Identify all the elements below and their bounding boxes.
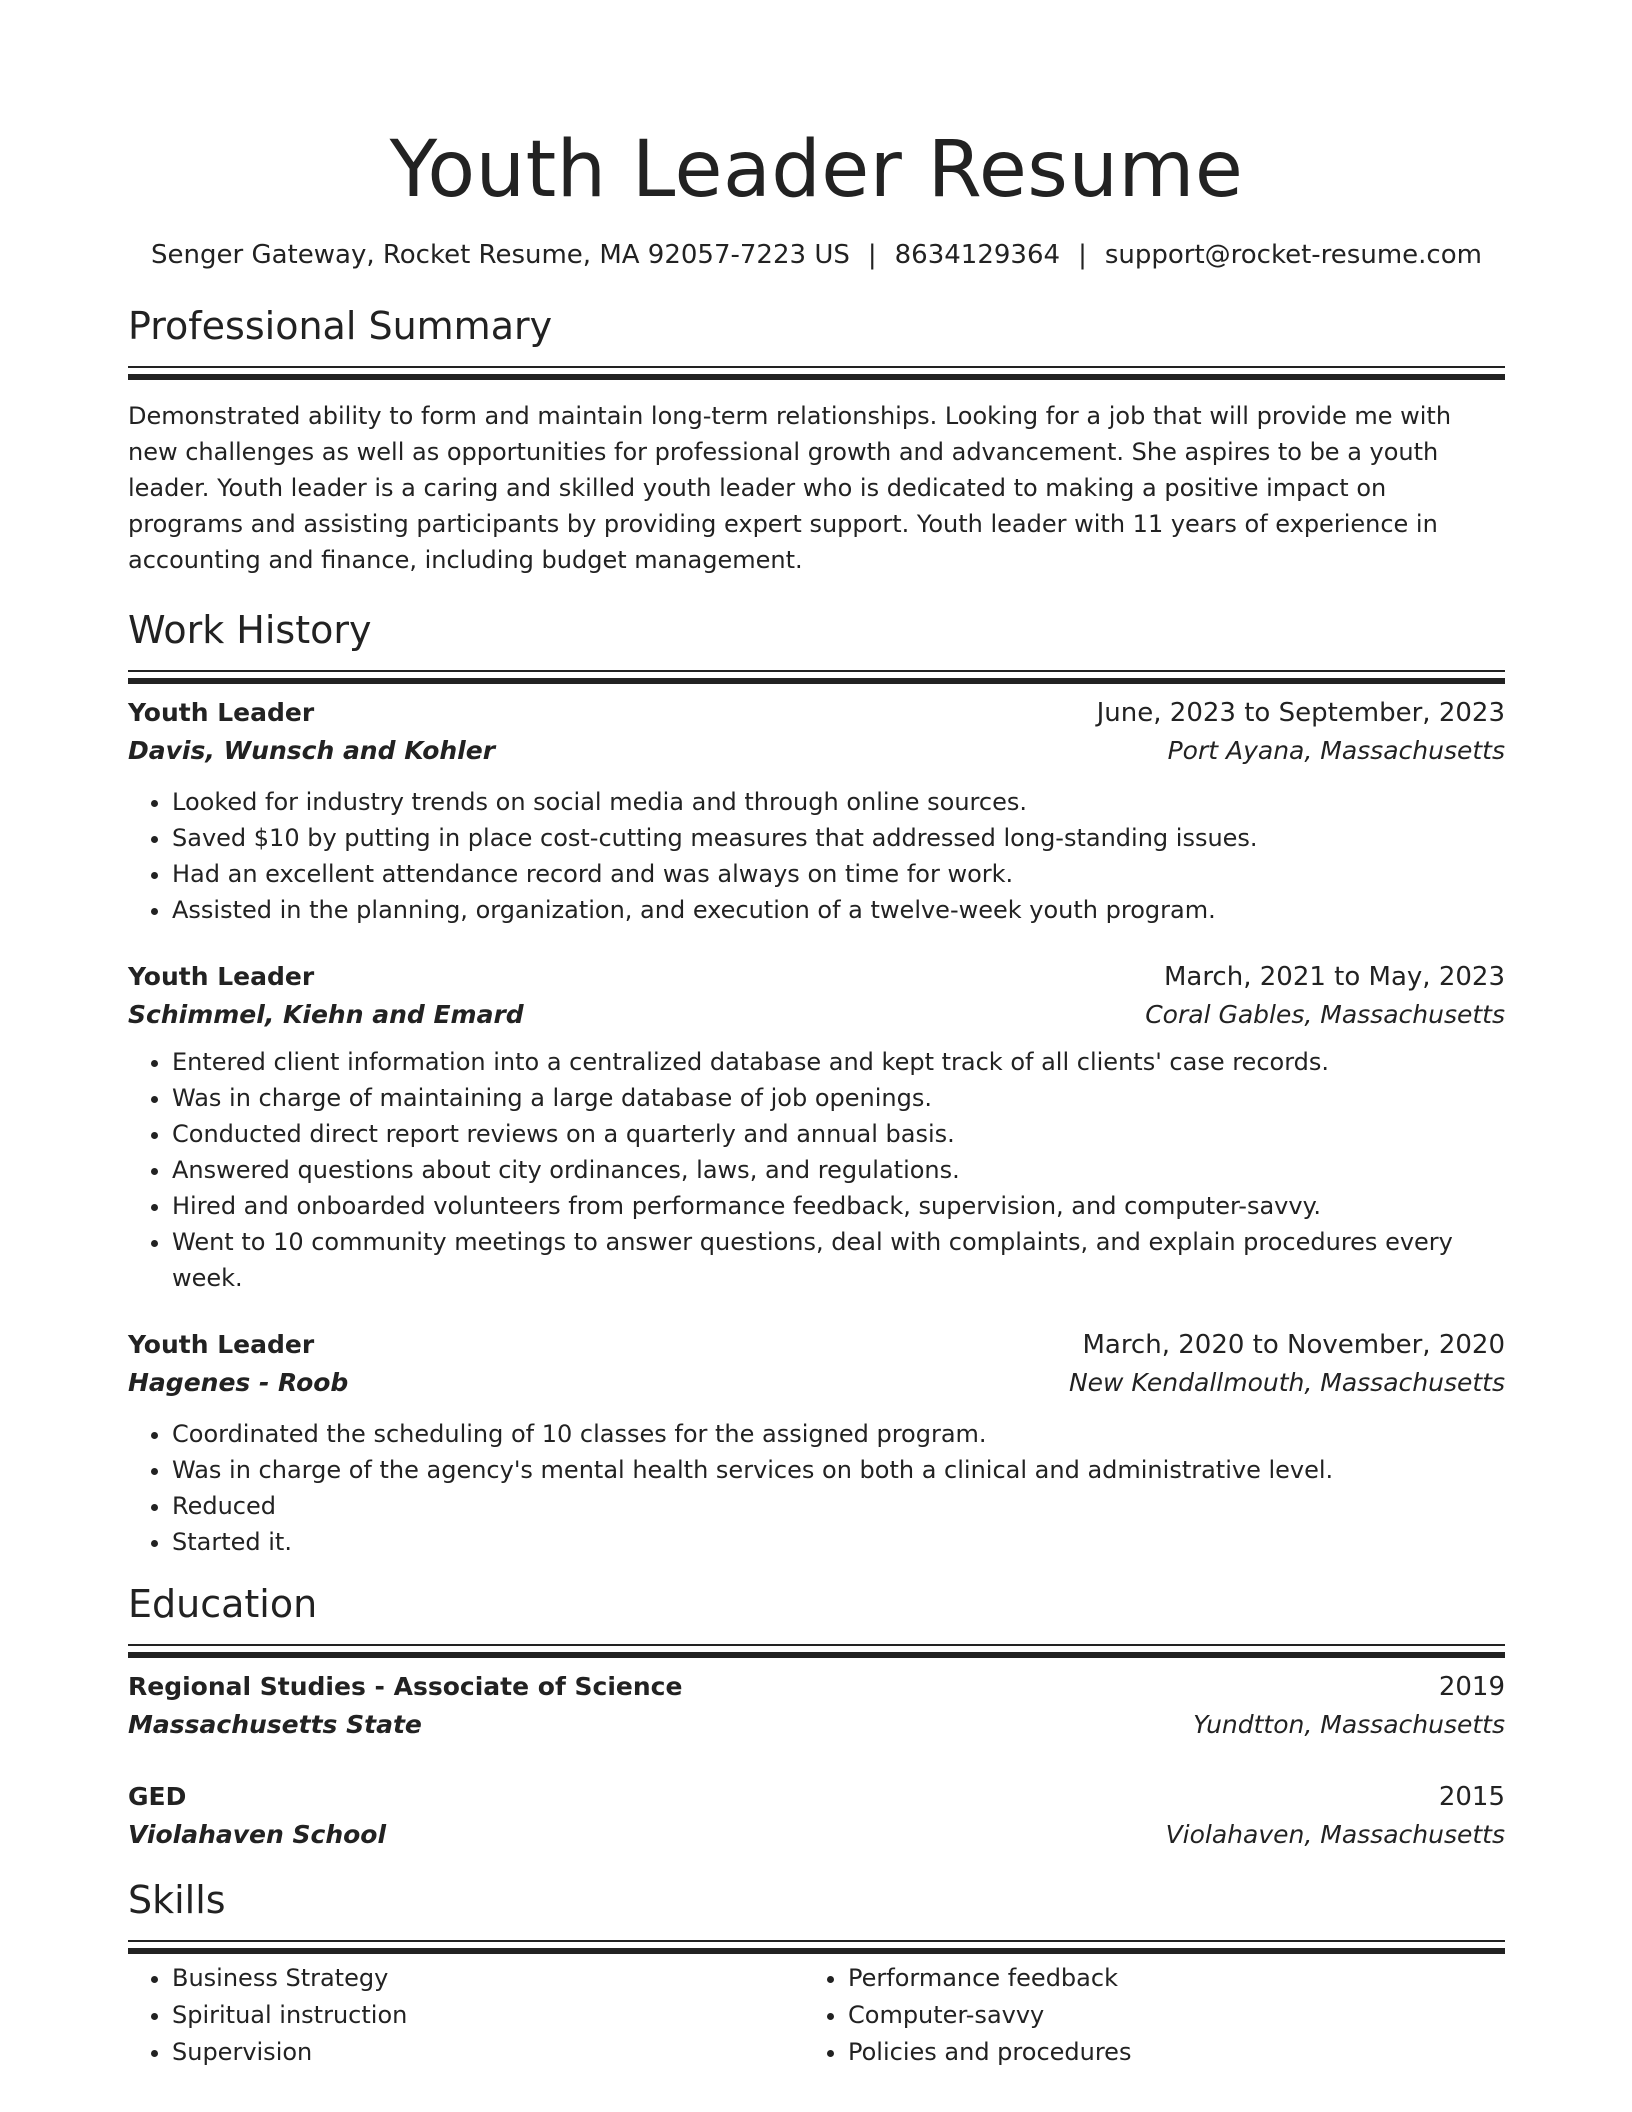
section-divider (128, 366, 1505, 368)
job-bullet: • Was in charge of the agency's mental health services on both a clinical and administrative level. (172, 1452, 1505, 1488)
skill-item: • Supervision (172, 2034, 804, 2071)
job-bullet: • Conducted direct report reviews on a quarterly and annual basis. (172, 1116, 1505, 1152)
skills-section (128, 1876, 1505, 2071)
resume-title: Youth Leader Resume (389, 125, 1244, 215)
job-bullet: • Was in charge of maintaining a large database of job openings. (172, 1080, 1505, 1116)
job-bullet: • Started it. (172, 1524, 1505, 1560)
skills-right-list (804, 1960, 1480, 2071)
job-entry (128, 1326, 1505, 1560)
contact-line (128, 238, 1505, 272)
section-title-skills: Skills (128, 1878, 226, 1922)
job-company: Davis, Wunsch and Kohler (128, 736, 496, 765)
job-entry (128, 958, 1505, 1296)
job-title: Youth Leader (128, 962, 315, 991)
skill-item: • Policies and procedures (848, 2034, 1480, 2071)
job-bullets (128, 1044, 1505, 1296)
skill-item: • Performance feedback (848, 1960, 1480, 1997)
job-location: Coral Gables, Massachusetts (1145, 1000, 1505, 1029)
section-divider (128, 1940, 1505, 1942)
section-divider (128, 1644, 1505, 1646)
education-location: Violahaven, Massachusetts (1165, 1820, 1505, 1849)
contact-address: Senger Gateway, Rocket Resume, MA 92057-7223 US (151, 240, 850, 270)
education-entry (128, 1778, 1505, 1854)
job-dates: March, 2020 to November, 2020 (1082, 1330, 1505, 1360)
job-bullet: • Coordinated the scheduling of 10 classes for the assigned program. (172, 1416, 1505, 1452)
skill-item: • Spiritual instruction (172, 1997, 804, 2034)
job-title: Youth Leader (128, 698, 315, 727)
contact-phone: 8634129364 (894, 240, 1061, 270)
section-title-work: Work History (128, 608, 372, 652)
job-bullets (128, 1416, 1505, 1560)
education-section (128, 1580, 1505, 1854)
section-title-summary: Professional Summary (128, 304, 553, 348)
education-year: 2015 (1438, 1782, 1505, 1812)
job-title: Youth Leader (128, 1330, 315, 1359)
job-bullet: • Reduced (172, 1488, 1505, 1524)
job-company: Schimmel, Kiehn and Emard (128, 1000, 524, 1029)
job-bullet: • Had an excellent attendance record and was always on time for work. (172, 856, 1505, 892)
job-dates: June, 2023 to September, 2023 (1096, 698, 1505, 728)
job-location: Port Ayana, Massachusetts (1167, 736, 1505, 765)
education-entry (128, 1668, 1505, 1744)
education-year: 2019 (1438, 1672, 1505, 1702)
job-bullet: • Saved $10 by putting in place cost-cutting measures that addressed long-standing issues. (172, 820, 1505, 856)
summary-section (128, 302, 1505, 578)
job-bullet: • Assisted in the planning, organization, and execution of a twelve-week youth program. (172, 892, 1505, 928)
job-bullet: • Looked for industry trends on social media and through online sources. (172, 784, 1505, 820)
resume-page (128, 0, 1505, 2071)
section-divider (128, 670, 1505, 672)
section-title-education: Education (128, 1582, 318, 1626)
work-section (128, 606, 1505, 1560)
job-dates: March, 2021 to May, 2023 (1163, 962, 1505, 992)
job-location: New Kendallmouth, Massachusetts (1068, 1368, 1505, 1397)
job-entry (128, 694, 1505, 928)
job-bullet: • Answered questions about city ordinances, laws, and regulations. (172, 1152, 1505, 1188)
contact-separator: | (867, 240, 877, 270)
skill-item: • Business Strategy (172, 1960, 804, 1997)
summary-text: Demonstrated ability to form and maintain long-term relationships. Looking for a job that will provide me with new challenges as well as opportunities for professional growth and advancement. She aspires to be a youth leader. Youth leader is a caring and skilled youth leader who is dedicated to making a positive impact on programs and assisting participants by providing expert support. Youth leader with 11 years of experience in accounting and finance, including budget management. (128, 402, 1452, 574)
education-degree: GED (128, 1782, 187, 1811)
skills-left-list (128, 1960, 804, 2071)
skills-columns (128, 1960, 1505, 2071)
job-bullets (128, 784, 1505, 928)
contact-separator: | (1078, 240, 1087, 270)
job-bullet: • Entered client information into a centralized database and kept track of all clients' case records. (172, 1044, 1505, 1080)
education-degree: Regional Studies - Associate of Science (128, 1672, 683, 1701)
skill-item: • Computer-savvy (848, 1997, 1480, 2034)
job-bullet: • Went to 10 community meetings to answer questions, deal with complaints, and explain procedures every week. (172, 1224, 1505, 1296)
job-bullet: • Hired and onboarded volunteers from performance feedback, supervision, and computer-savvy. (172, 1188, 1505, 1224)
education-location: Yundtton, Massachusetts (1193, 1710, 1505, 1739)
education-school: Violahaven School (128, 1820, 387, 1849)
job-company: Hagenes - Roob (128, 1368, 349, 1397)
education-school: Massachusetts State (128, 1710, 422, 1739)
contact-email: support@rocket-resume.com (1104, 240, 1482, 270)
